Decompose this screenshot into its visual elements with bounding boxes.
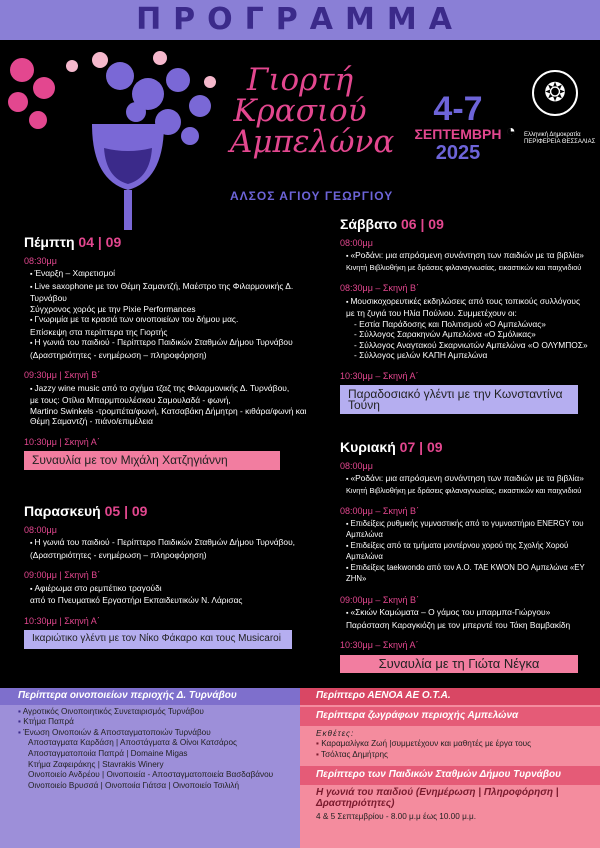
event-item: ▪ Η γωνιά του παιδιού - Περίπτερο Παιδικών Σταθμών Δήμου Τυρνάβου, — [24, 537, 314, 550]
event-detail: (Δραστηριότητες - ενημέρωση – πληροφόρηση) — [30, 349, 207, 360]
event-detail: Martino Swinkels -τρομπέτα/φωνή, Κατσαβάκη Δήμητρη - κιθάρα/φωνή και — [30, 405, 307, 416]
time-slot: 10:30μμ – Σκηνή Α΄ — [340, 370, 419, 381]
saturday-program — [340, 216, 590, 414]
event-detail: Κινητή Βιβλιοθήκη με δράσεις φιλαναγνωσίας, εικαστικών και παιχνιδιού — [346, 485, 582, 495]
time-slot: 08:00μμ – Σκηνή Β΄ — [340, 506, 419, 516]
painters-booth-heading: Περίπτερα ζωγράφων περιοχής Αμπελώνα — [300, 707, 600, 726]
wineries-panel — [0, 688, 300, 848]
sunday-program — [340, 439, 595, 673]
time-slot: 10:30μμ – Σκηνή Α΄ — [340, 640, 419, 650]
event-detail: - Σύλλογος μελών ΚΑΠΗ Αμπελώνα — [354, 350, 488, 360]
day-heading — [24, 503, 314, 519]
day-name: Κυριακή — [340, 439, 396, 455]
time-slot: 08:00μμ — [340, 460, 373, 471]
winery-item: ▪ Κτήμα Παπρά — [18, 717, 282, 728]
time-slot: 08:30μμ – Σκηνή Β΄ — [340, 283, 419, 293]
time-slot: 09:30μμ | Σκηνή Β΄ — [24, 370, 101, 380]
day-heading — [340, 216, 590, 232]
event-detail: - Σύλλογος Σαρακηνών Αμπελώνα «Ο Σμόλικας» — [354, 329, 536, 339]
region-line-2: ΠΕΡΙΦΕΡΕΙΑ ΘΕΣΣΑΛΙΑΣ — [524, 139, 596, 145]
event-item: ▪ Μουσικοχορευτικές εκδηλώσεις από τους τοπικούς συλλόγους — [340, 296, 590, 309]
day-name: Σάββατο — [340, 216, 398, 232]
event-detail: Παράσταση Καραγκιόζη με τον μπερντέ του Τάκη Βαμβακίδη — [346, 619, 571, 630]
event-item: ▪ «Ροδάνι: μια απρόσμενη συνάντηση των παιδιών με τα βιβλία» — [340, 250, 590, 263]
headline-concert: Συναυλία με τον Μιχάλη Χατζηγιάννη — [24, 451, 280, 470]
header-banner — [0, 0, 600, 40]
winery-sub-item: Αποσταγματοποιία Παπρά | Domaine Migas — [28, 748, 188, 758]
title-line-1: Γιορτή — [246, 62, 354, 98]
time-slot: 08:00μμ — [24, 524, 57, 535]
winery-sub-item: Κτήμα Ζαφειράκης | Stavrakis Winery — [28, 759, 164, 769]
nursery-booth-heading: Περίπτερο των Παιδικών Σταθμών Δήμου Τυρνάβου — [300, 766, 600, 785]
painter-item: ▪ Καραμαλίγκα Ζωή |συμμετέχουν και μαθητές με έργα τους — [316, 739, 584, 750]
time-slot: 08:00μμ — [340, 237, 373, 248]
booths-panel — [300, 688, 600, 848]
painter-item: ▪ Τσόλτας Δημήτρης — [316, 750, 584, 761]
event-detail: Θέμη Σαμαντζή - πιάνο/επιμέλεια — [30, 416, 153, 426]
day-name: Παρασκευή — [24, 503, 101, 519]
region-logo — [506, 123, 596, 146]
event-detail: - Εστία Παράδοσης και Πολιτισμού «Ο Αμπελώνας» — [354, 318, 546, 329]
time-slot: 09:00μμ | Σκηνή Β΄ — [24, 570, 101, 580]
event-item: ▪ Έναρξη – Χαιρετισμοί — [24, 268, 314, 281]
time-slot: 10:30μμ | Σκηνή Α΄ — [24, 615, 100, 626]
winery-sub-item: Αποσταγματα Καρδάση | Αποστάγματα & Οίνοι Κατσάρος — [28, 738, 237, 748]
exhibitors-section — [0, 688, 600, 848]
day-name: Πέμπτη — [24, 234, 75, 250]
location: ΑΛΣΟΣ ΑΓΙΟΥ ΓΕΩΡΓΙΟΥ — [230, 189, 394, 203]
winery-sub-item: Οινοποιείο Βρυσσά | Οινοποιία Γιάτσα | Οινοποιείο Τσιλιλή — [28, 780, 240, 790]
day-heading — [340, 439, 595, 455]
event-item: ▪ Επιδείξεις taekwondo από τον Α.Ο. TAE KWON DO Αμπελώνα «ΕΥ ΖΗΝ» — [340, 563, 595, 585]
time-slot: 10:30μμ | Σκηνή Α΄ — [24, 436, 100, 447]
day-date: 07 | 09 — [399, 439, 443, 455]
festival-title — [230, 62, 395, 160]
title-line-2: Κρασιού — [233, 93, 367, 129]
day-date: 04 | 09 — [78, 234, 122, 250]
event-detail: Σύγχρονος χορός με την Pixie Performances — [30, 303, 196, 314]
event-item: ▪ Live saxophone με τον Θέμη Σαμαντζή, Μαέστρο της Φιλαρμονικής Δ. Τυρνάβου — [24, 281, 314, 304]
event-detail: Κινητή Βιβλιοθήκη με δράσεις φιλαναγνωσίας, εικαστικών και παιχνιδιού — [346, 262, 582, 272]
winery-item: ▪ Αγροτικός Οινοποιητικός Συνεταιρισμός Τυρνάβου — [18, 707, 282, 718]
winery-sub-item: Οινοποιείο Ανδρέου | Οινοποιεία - Αποσταγματοποιεία Βασδαβάνου — [28, 770, 274, 780]
event-item: ▪ Αφιέρωμα στο ρεμπέτικο τραγούδι — [24, 583, 314, 596]
event-item: ▪ «Σκιών Καμώματα – Ο γάμος του μπαρμπα-Γιώργου» — [340, 607, 595, 620]
headline-concert: Ικαριώτικο γλέντι με τον Νίκο Φάκαρο και τους Musicaroi — [24, 630, 292, 649]
dates-days: 4-7 — [433, 90, 483, 128]
dates-month: ΣΕΠΤΕΜΒΡΗ — [414, 126, 502, 142]
time-slot: 09:00μμ – Σκηνή Β΄ — [340, 594, 419, 605]
page-title: ΠΡΟΓΡΑΜΜΑ — [136, 2, 464, 37]
event-item: ▪ «Ροδάνι: μια απρόσμενη συνάντηση των παιδιών με τα βιβλία» — [340, 473, 595, 486]
day-date: 05 | 09 — [104, 503, 148, 519]
day-heading — [24, 234, 314, 250]
event-item: ▪ Επιδείξεις ρυθμικής γυμναστικής από το γυμναστήριο ENERGY του Αμπελώνα — [340, 519, 595, 541]
region-logo-icon: ◔ — [506, 123, 516, 140]
municipality-seal-icon: ❂ — [532, 70, 578, 116]
winery-item: ▪ Ένωση Οινοποιών & Αποσταγματοποιών Τυρνάβου — [18, 728, 282, 739]
event-detail: με τη ζυγιά του Ηλία Πούλιου. Συμμετέχουν οι: — [346, 308, 517, 318]
event-detail: - Σύλλογος Αναγτακού Σκαρνιωτών Αμπελώνα «Ο ΟΛΥΜΠΟΣ» — [354, 339, 588, 350]
event-detail: (Δραστηριότητες - ενημέρωση – πληροφόρηση) — [30, 549, 207, 560]
thursday-program — [24, 234, 314, 470]
friday-program — [24, 503, 314, 649]
kids-corner-hours: 4 & 5 Σεπτεμβρίου - 8.00 μ.μ έως 10.00 μ.μ. — [316, 812, 477, 822]
aenoa-booth-heading: Περίπτερο ΑΕΝΟΑ ΑΕ Ο.Τ.Α. — [300, 688, 600, 705]
event-item: ▪ Γνωριμία με τα κρασιά των οινοποιείων του δήμου μας. — [24, 314, 314, 327]
time-slot: 08:30μμ — [24, 255, 57, 266]
wineries-heading: Περίπτερα οινοποιείων περιοχής Δ. Τυρνάβου — [0, 688, 300, 705]
kids-corner: Η γωνιά του παιδιού (Ενημέρωση | Πληροφόρηση | Δραστηριότητες) — [316, 786, 559, 809]
title-line-3: Αμπελώνα — [230, 124, 395, 160]
headline-concert: Συναυλία με τη Γιώτα Νέγκα — [340, 655, 578, 674]
event-detail: με τους: Οτίλια Μπαρμπουλέσκου Σαμουλαδά - φωνή, — [30, 395, 231, 405]
dates-year: 2025 — [435, 142, 481, 164]
event-item: ▪ Επιδείξεις από τα τμήματα μοντέρνου χορού της Σχολής Χορού Αμπελώνα — [340, 541, 595, 563]
wineries-list — [0, 705, 300, 794]
exhibitors-label: Εκθέτες: — [316, 728, 355, 738]
painters-list — [300, 726, 600, 764]
event-item: ▪ Η γωνιά του παιδιού - Περίπτερο Παιδικών Σταθμών Δήμου Τυρνάβου — [24, 337, 314, 350]
headline-concert: Παραδοσιακό γλέντι με την Κωνσταντίνα Τούνη — [340, 385, 578, 414]
day-date: 06 | 09 — [401, 216, 444, 232]
event-detail: από το Πνευματικό Εργαστήρι Εκπαιδευτικών Ν. Λάρισας — [30, 595, 243, 605]
event-detail: Επίσκεψη στα περίπτερα της Γιορτής — [30, 326, 168, 337]
event-item: ▪ Jazzy wine music από το σχήμα τζαζ της Φιλαρμονικής Δ. Τυρνάβου, — [24, 383, 314, 396]
region-line-1: Ελληνική Δημοκρατία — [524, 132, 581, 138]
festival-dates — [410, 92, 506, 165]
